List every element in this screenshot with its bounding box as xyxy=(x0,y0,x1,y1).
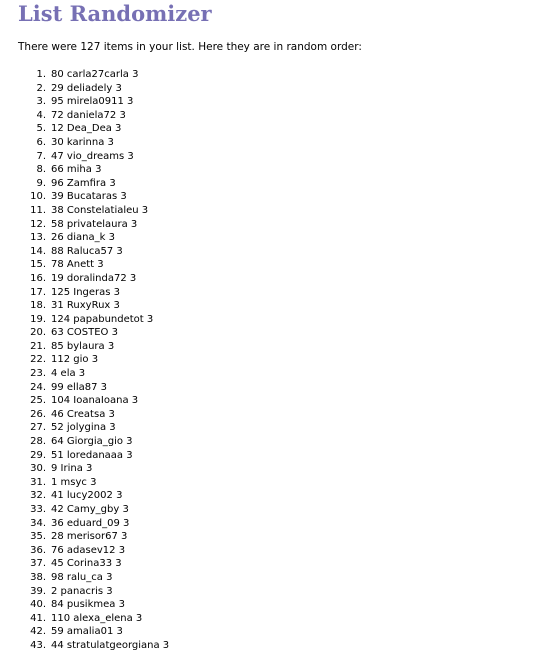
list-item-text: 52 jolygina 3 xyxy=(51,422,116,434)
list-item-text: 47 vio_dreams 3 xyxy=(51,150,134,162)
list-item xyxy=(0,435,169,449)
list-item-text: 45 Corina33 3 xyxy=(51,558,122,570)
list-item-text: 78 Anett 3 xyxy=(51,259,104,271)
list-item-text: 51 loredanaaa 3 xyxy=(51,449,133,461)
list-item xyxy=(0,625,169,639)
list-item xyxy=(0,517,169,531)
list-item-number: 12. xyxy=(30,218,46,230)
list-item xyxy=(0,286,169,300)
list-item xyxy=(0,326,169,340)
list-item-text: 85 bylaura 3 xyxy=(51,340,115,352)
list-item xyxy=(0,95,169,109)
list-item-number: 21. xyxy=(30,340,46,352)
list-item-text: 112 gio 3 xyxy=(51,354,99,366)
list-item-number: 9. xyxy=(36,177,46,189)
list-item-text: 76 adasev12 3 xyxy=(51,544,126,556)
list-item-number: 43. xyxy=(30,639,46,651)
list-item xyxy=(0,190,169,204)
list-item-number: 42. xyxy=(30,626,46,638)
list-item xyxy=(0,421,169,435)
list-item xyxy=(0,258,169,272)
list-item xyxy=(0,204,169,218)
list-item-number: 26. xyxy=(30,408,46,420)
list-item-number: 41. xyxy=(30,612,46,624)
list-item-number: 11. xyxy=(30,204,46,216)
list-item-text: 19 doralinda72 3 xyxy=(51,272,137,284)
list-item-text: 72 daniela72 3 xyxy=(51,109,126,121)
list-item-number: 17. xyxy=(30,286,46,298)
list-item-number: 32. xyxy=(30,490,46,502)
list-item xyxy=(0,177,169,191)
list-item xyxy=(0,82,169,96)
list-item-number: 15. xyxy=(30,259,46,271)
list-item-text: 46 Creatsa 3 xyxy=(51,408,115,420)
list-item xyxy=(0,313,169,327)
list-item-number: 40. xyxy=(30,599,46,611)
list-item xyxy=(0,122,169,136)
list-item-text: 4 ela 3 xyxy=(51,368,86,380)
list-item xyxy=(0,612,169,626)
list-item-number: 29. xyxy=(30,449,46,461)
list-item-number: 35. xyxy=(30,531,46,543)
list-item-number: 25. xyxy=(30,395,46,407)
list-item-text: 110 alexa_elena 3 xyxy=(51,612,143,624)
list-item-text: 64 Giorgia_gio 3 xyxy=(51,436,133,448)
list-item xyxy=(0,449,169,463)
list-item-text: 63 COSTEO 3 xyxy=(51,327,118,339)
list-item-text: 125 Ingeras 3 xyxy=(51,286,121,298)
list-item-number: 28. xyxy=(30,436,46,448)
list-item-text: 31 RuxyRux 3 xyxy=(51,300,120,312)
list-item-text: 44 stratulatgeorgiana 3 xyxy=(51,639,170,651)
list-item-number: 36. xyxy=(30,544,46,556)
list-item-number: 30. xyxy=(30,463,46,475)
page-title: List Randomizer xyxy=(18,1,212,26)
list-item-text: 1 msyc 3 xyxy=(51,476,97,488)
list-item-number: 23. xyxy=(30,368,46,380)
list-item-number: 27. xyxy=(30,422,46,434)
list-item-number: 5. xyxy=(36,123,46,135)
list-item-number: 20. xyxy=(30,327,46,339)
list-item xyxy=(0,530,169,544)
list-item-number: 14. xyxy=(30,245,46,257)
list-item xyxy=(0,408,169,422)
list-item xyxy=(0,394,169,408)
list-item-text: 36 eduard_09 3 xyxy=(51,517,130,529)
list-item xyxy=(0,231,169,245)
list-item-text: 104 IoanaIoana 3 xyxy=(51,395,139,407)
list-item-text: 12 Dea_Dea 3 xyxy=(51,123,122,135)
list-item-number: 10. xyxy=(30,191,46,203)
list-item-text: 98 ralu_ca 3 xyxy=(51,571,113,583)
list-item-number: 31. xyxy=(30,476,46,488)
list-item-number: 3. xyxy=(36,96,46,108)
list-item-number: 4. xyxy=(36,109,46,121)
list-item-text: 80 carla27carla 3 xyxy=(51,69,139,80)
list-item-number: 8. xyxy=(36,164,46,176)
list-item-number: 18. xyxy=(30,300,46,312)
intro-text: There were 127 items in your list. Here they are in random order: xyxy=(18,41,362,53)
list-item-text: 2 panacris 3 xyxy=(51,585,113,597)
list-item-number: 1. xyxy=(36,69,46,80)
list-item-text: 38 Constelatialeu 3 xyxy=(51,204,149,216)
list-item xyxy=(0,163,169,177)
list-item xyxy=(0,299,169,313)
list-item xyxy=(0,557,169,571)
list-item-text: 39 Bucataras 3 xyxy=(51,191,127,203)
list-item xyxy=(0,571,169,585)
list-item xyxy=(0,381,169,395)
list-item xyxy=(0,639,169,653)
list-item-number: 19. xyxy=(30,313,46,325)
list-item-text: 99 ella87 3 xyxy=(51,381,108,393)
list-item xyxy=(0,136,169,150)
list-item-text: 41 lucy2002 3 xyxy=(51,490,123,502)
list-item xyxy=(0,462,169,476)
list-item-text: 58 privatelaura 3 xyxy=(51,218,138,230)
list-item-number: 16. xyxy=(30,272,46,284)
list-item-number: 13. xyxy=(30,232,46,244)
list-item xyxy=(0,503,169,517)
list-item xyxy=(0,272,169,286)
list-item xyxy=(0,218,169,232)
list-item-text: 84 pusikmea 3 xyxy=(51,599,125,611)
list-item-number: 22. xyxy=(30,354,46,366)
list-item-text: 96 Zamfira 3 xyxy=(51,177,116,189)
list-item-text: 42 Camy_gby 3 xyxy=(51,504,129,515)
list-item xyxy=(0,68,169,82)
list-item-number: 7. xyxy=(36,150,46,162)
list-item xyxy=(0,340,169,354)
list-item-text: 29 deliadely 3 xyxy=(51,82,122,94)
list-item-text: 124 papabundetot 3 xyxy=(51,313,154,325)
list-item xyxy=(0,150,169,164)
list-item xyxy=(0,544,169,558)
list-item xyxy=(0,353,169,367)
list-item-text: 59 amalia01 3 xyxy=(51,626,123,638)
list-item-number: 33. xyxy=(30,504,46,515)
list-item xyxy=(0,489,169,503)
list-item-text: 88 Raluca57 3 xyxy=(51,245,123,257)
list-item xyxy=(0,245,169,259)
list-item xyxy=(0,109,169,123)
list-item-number: 6. xyxy=(36,136,46,148)
list-item xyxy=(0,598,169,612)
list-item-number: 38. xyxy=(30,571,46,583)
list-item-number: 24. xyxy=(30,381,46,393)
list-item xyxy=(0,585,169,599)
list-item-text: 66 miha 3 xyxy=(51,164,102,176)
list-item-number: 39. xyxy=(30,585,46,597)
list-item xyxy=(0,367,169,381)
list-item xyxy=(0,476,169,490)
list-item-text: 95 mirela0911 3 xyxy=(51,96,134,108)
list-item-text: 26 diana_k 3 xyxy=(51,232,115,244)
list-item-text: 30 karinna 3 xyxy=(51,136,114,148)
list-item-number: 34. xyxy=(30,517,46,529)
list-item-number: 37. xyxy=(30,558,46,570)
list-item-text: 9 Irina 3 xyxy=(51,463,93,475)
list-item-text: 28 merisor67 3 xyxy=(51,531,128,543)
randomized-list xyxy=(0,68,169,653)
list-item-number: 2. xyxy=(36,82,46,94)
